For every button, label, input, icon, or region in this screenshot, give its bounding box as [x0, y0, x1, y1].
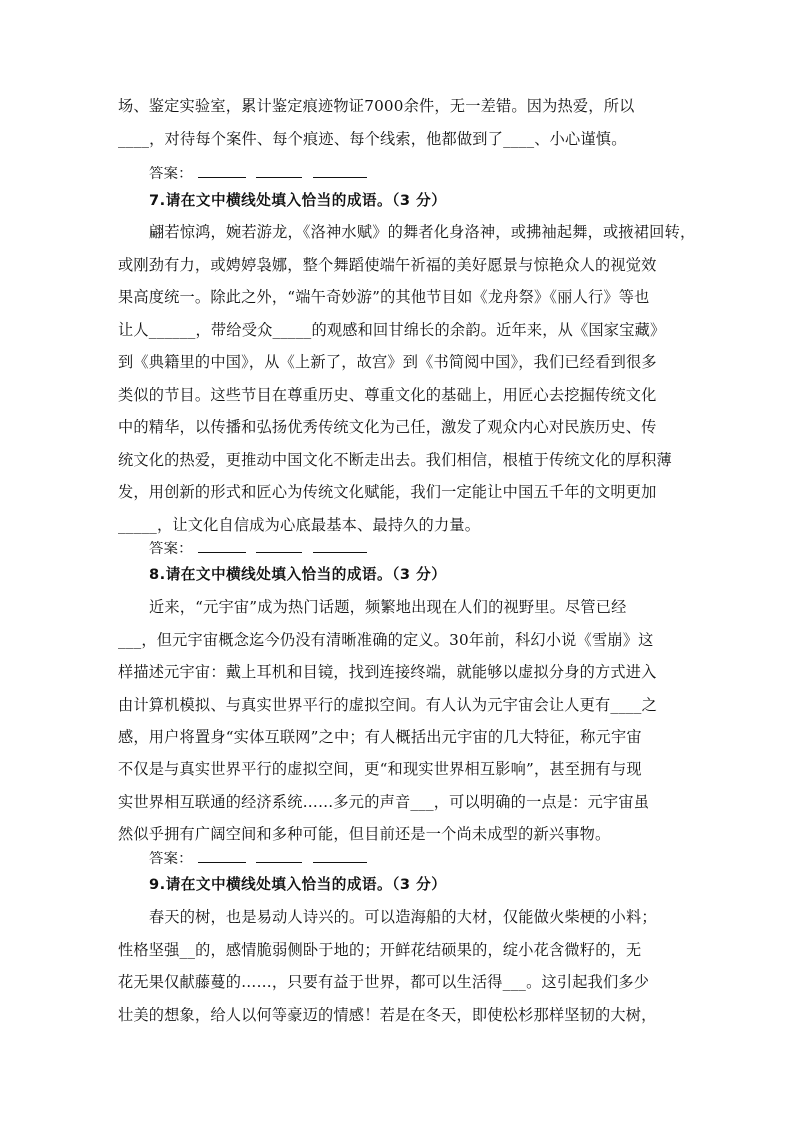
- answer-row-8: [149, 846, 373, 869]
- paragraph-line: 统文化的热爱，更推动中国文化不断走出去。我们相信，根植于传统文化的厚积薄: [118, 451, 672, 469]
- paragraph-line: 或刚劲有力，或娉婷袅娜，整个舞蹈使端午祈福的美好愿景与惊艳众人的视觉效: [118, 256, 657, 274]
- answer-blank[interactable]: [313, 536, 367, 553]
- paragraph-line: 由计算机模拟、与真实世界平行的虚拟空间。有人认为元宇宙会让人更有____之: [118, 696, 657, 714]
- answer-blank[interactable]: [313, 846, 367, 863]
- answer-blank[interactable]: [198, 536, 246, 553]
- paragraph-line: 果高度统一。除此之外，“端午奇妙游”的其他节目如《龙舟祭》《丽人行》等也: [118, 288, 650, 306]
- paragraph-line: 翩若惊鸿，婉若游龙，《洛神水赋》的舞者化身洛神，或拂袖起舞，或掖裙回转，: [149, 223, 696, 241]
- paragraph-line: _____，让文化自信成为心底最基本、最持久的力量。: [118, 516, 481, 534]
- answer-label: 答案：: [149, 541, 193, 557]
- paragraph-line: 近来，“元宇宙”成为热门话题，频繁地出现在人们的视野里。尽管已经: [149, 598, 627, 616]
- paragraph-line: 类似的节目。这些节目在尊重历史、尊重文化的基础上，用匠心去挖掘传统文化: [118, 386, 657, 404]
- answer-blank[interactable]: [256, 536, 302, 553]
- paragraph-line: 花无果仅献藤蔓的……，只要有益于世界，都可以生活得___。这引起我们多少: [118, 973, 650, 991]
- paragraph-line: 感，用户将置身“实体互联网”之中；有人概括出元宇宙的几大特征，称元宇宙: [118, 728, 642, 746]
- paragraph-line: 样描述元宇宙：戴上耳机和目镜，找到连接终端，就能够以虚拟分身的方式进入: [118, 663, 657, 681]
- answer-row-6: [149, 161, 373, 184]
- question-9-heading: 9.请在文中横线处填入恰当的成语。（3 分）: [149, 876, 447, 893]
- question-8-heading: 8.请在文中横线处填入恰当的成语。（3 分）: [149, 566, 447, 583]
- paragraph-line: 然似乎拥有广阔空间和多种可能，但目前还是一个尚未成型的新兴事物。: [118, 825, 611, 843]
- paragraph-line: ____，对待每个案件、每个痕迹、每个线索，他都做到了____、小心谨慎。: [118, 130, 627, 148]
- answer-label: 答案：: [149, 851, 193, 867]
- answer-blank[interactable]: [313, 161, 367, 178]
- answer-row-7: [149, 536, 373, 559]
- answer-blank[interactable]: [198, 846, 246, 863]
- paragraph-line: 场、鉴定实验室，累计鉴定痕迹物证7000余件，无一差错。因为热爱，所以: [118, 97, 635, 115]
- paragraph-line: ___，但元宇宙概念迄今仍没有清晰准确的定义。30年前，科幻小说《雪崩》这: [118, 631, 654, 649]
- paragraph-line: 壮美的想象，给人以何等豪迈的情感！若是在冬天，即使松杉那样坚韧的大树，: [118, 1006, 657, 1024]
- answer-blank[interactable]: [256, 846, 302, 863]
- paragraph-line: 到《典籍里的中国》，从《上新了，故宫》到《书简阅中国》，我们已经看到很多: [118, 353, 657, 371]
- paragraph-line: 春天的树，也是易动人诗兴的。可以造海船的大材，仅能做火柴梗的小料；: [149, 908, 657, 926]
- paragraph-line: 不仅是与真实世界平行的虚拟空间，更“和现实世界相互影响”，甚至拥有与现: [118, 760, 642, 778]
- paragraph-line: 性格坚强__的，感情脆弱侧卧于地的；开鲜花结硕果的，绽小花含微籽的，无: [118, 941, 642, 959]
- paragraph-line: 发，用创新的形式和匠心为传统文化赋能，我们一定能让中国五千年的文明更加: [118, 483, 657, 501]
- paragraph-line: 实世界相互联通的经济系统……多元的声音___，可以明确的一点是：元宇宙虽: [118, 793, 650, 811]
- answer-label: 答案：: [149, 166, 193, 182]
- paragraph-line: 中的精华，以传播和弘扬优秀传统文化为己任，激发了观众内心对民族历史、传: [118, 418, 657, 436]
- answer-blank[interactable]: [256, 161, 302, 178]
- question-7-heading: 7.请在文中横线处填入恰当的成语。（3 分）: [149, 192, 447, 209]
- answer-blank[interactable]: [198, 161, 246, 178]
- paragraph-line: 让人______，带给受众_____的观感和回甘绵长的余韵。近年来，从《国家宝藏》: [118, 321, 666, 339]
